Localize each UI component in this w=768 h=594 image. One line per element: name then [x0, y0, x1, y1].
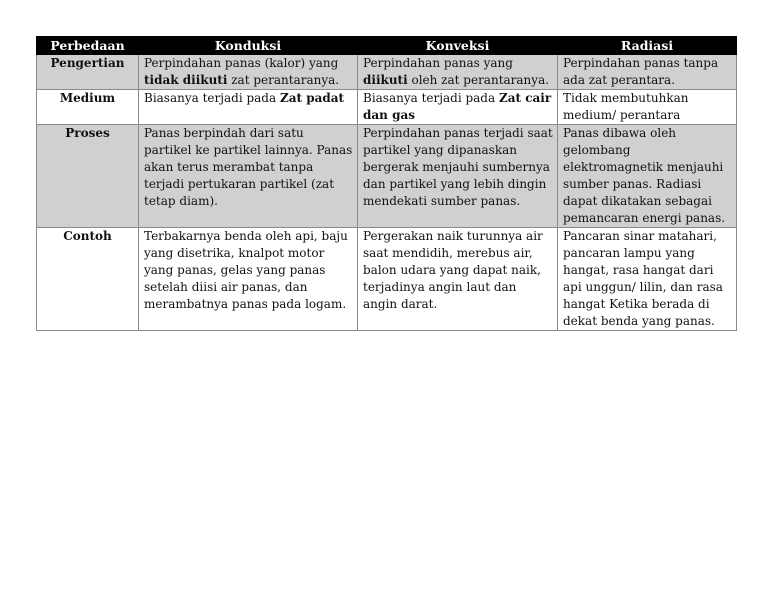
cell-text: zat perantaranya.	[227, 73, 340, 87]
comparison-table	[36, 36, 737, 331]
cell-text: Biasanya terjadi pada	[363, 91, 499, 105]
table-row-pengertian	[37, 55, 737, 90]
table-header-row	[37, 37, 737, 55]
cell-text-bold: diikuti	[363, 73, 408, 87]
table-row-medium	[37, 90, 737, 125]
cell-medium-konveksi	[358, 90, 558, 125]
cell-text-bold: Zat padat	[279, 91, 345, 105]
table-row-proses	[37, 125, 737, 228]
row-label-pengertian: Pengertian	[37, 55, 139, 90]
cell-text: Perpindahan panas yang	[363, 56, 513, 70]
cell-pengertian-konduksi	[139, 55, 358, 90]
cell-text-bold: Zat cair dan gas	[363, 91, 552, 122]
table-row-contoh	[37, 228, 737, 331]
cell-text: oleh zat perantaranya.	[407, 73, 550, 87]
cell-contoh-radiasi: Pancaran sinar matahari, pancaran lampu yang hangat, rasa hangat dari api unggun/ lilin, dan rasa hangat Ketika berada di dekat benda yang panas.	[558, 228, 737, 331]
header-perbedaan: Perbedaan	[37, 37, 139, 55]
cell-pengertian-konveksi	[358, 55, 558, 90]
cell-text-bold: tidak diikuti	[144, 73, 228, 87]
cell-medium-radiasi: Tidak membutuhkan medium/ perantara	[558, 90, 737, 125]
row-label-proses: Proses	[37, 125, 139, 228]
cell-proses-konveksi: Perpindahan panas terjadi saat partikel yang dipanaskan bergerak menjauhi sumbernya dan partikel yang lebih dingin mendekati sumber panas.	[358, 125, 558, 228]
cell-text: Perpindahan panas (kalor) yang	[144, 56, 339, 70]
cell-pengertian-radiasi: Perpindahan panas tanpa ada zat perantara.	[558, 55, 737, 90]
cell-text: Biasanya terjadi pada	[144, 91, 280, 105]
row-label-contoh: Contoh	[37, 228, 139, 331]
header-konduksi: Konduksi	[139, 37, 358, 55]
cell-contoh-konveksi: Pergerakan naik turunnya air saat mendidih, merebus air, balon udara yang dapat naik, terjadinya angin laut dan angin darat.	[358, 228, 558, 331]
cell-contoh-konduksi: Terbakarnya benda oleh api, baju yang disetrika, knalpot motor yang panas, gelas yang panas setelah diisi air panas, dan merambatnya panas pada logam.	[139, 228, 358, 331]
header-konveksi: Konveksi	[358, 37, 558, 55]
cell-medium-konduksi	[139, 90, 358, 125]
row-label-medium: Medium	[37, 90, 139, 125]
cell-proses-konduksi: Panas berpindah dari satu partikel ke partikel lainnya. Panas akan terus merambat tanpa terjadi pertukaran partikel (zat tetap diam).	[139, 125, 358, 228]
header-radiasi: Radiasi	[558, 37, 737, 55]
cell-proses-radiasi: Panas dibawa oleh gelombang elektromagnetik menjauhi sumber panas. Radiasi dapat dikatakan sebagai pemancaran energi panas.	[558, 125, 737, 228]
